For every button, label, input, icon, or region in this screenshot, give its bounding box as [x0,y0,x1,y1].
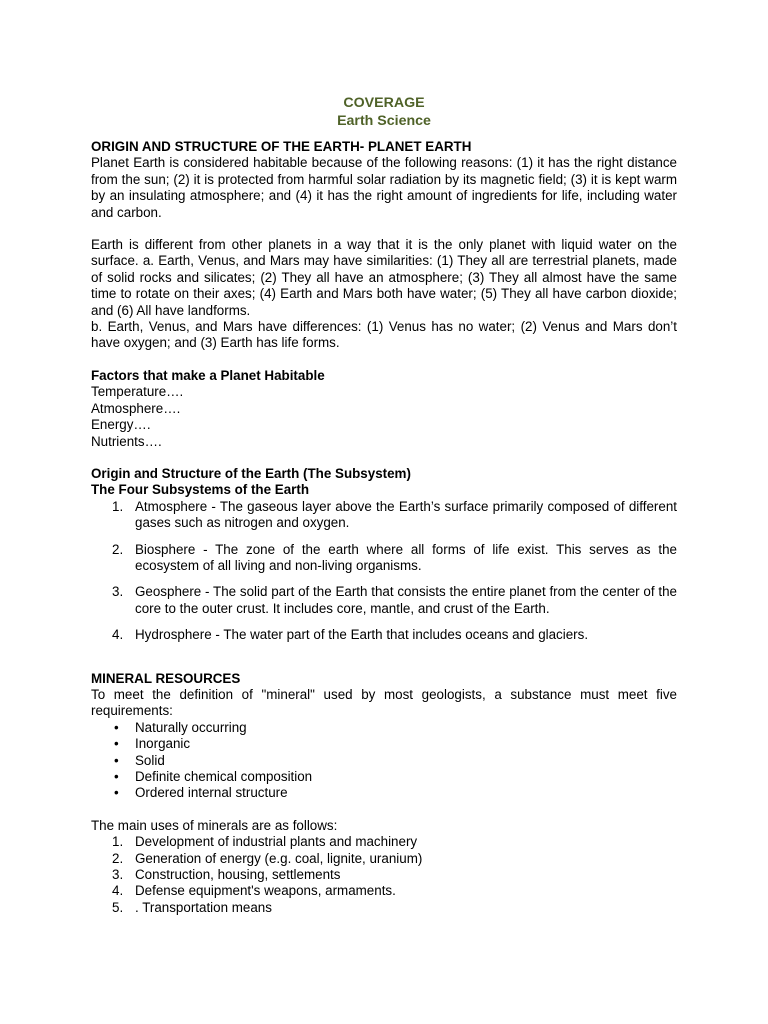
list-item-text: Biosphere - The zone of the earth where all forms of life exist. This serves as the ecosystem of all living and non-living organisms. [135,541,677,573]
list-item-number: 3. [112,867,124,883]
factor-item: Atmosphere…. [91,400,181,416]
list-item-text: Inorganic [135,736,191,752]
list-item-number: 3. [112,584,124,600]
list-item-text: Defense equipment's weapons, armaments. [135,883,396,899]
paragraph-planet-differences: b. Earth, Venus, and Mars have differences: (1) Venus has no water; (2) Venus and Mars don’t have oxygen; and (3) Earth has life forms. [91,319,677,351]
list-item-text: Generation of energy (e.g. coal, lignite, uranium) [135,850,423,866]
document-subtitle: Earth Science [337,113,431,129]
list-item-number: 2. [112,541,124,557]
factor-item: Nutrients…. [91,433,162,449]
list-item-text: Definite chemical composition [135,769,313,784]
section-title-mineral-resources: MINERAL RESOURCES [91,670,241,686]
list-item-number: 5. [112,899,124,915]
list-item [91,753,677,769]
bullet-icon: • [114,752,119,768]
section-title-four-subsystems: The Four Subsystems of the Earth [91,482,310,498]
list-item [91,851,677,867]
list-item [91,584,677,617]
list-item-number: 4. [112,627,124,643]
list-item-number: 1. [112,498,124,514]
list-item-text: Solid [135,752,165,768]
bullet-icon: • [114,785,119,801]
bullet-icon: • [114,736,119,752]
section-title-habitable-factors: Factors that make a Planet Habitable [91,367,325,383]
list-item-number: 2. [112,850,124,866]
paragraph-habitable-reasons: Planet Earth is considered habitable because of the following reasons: (1) it has the right distance from the sun; (2) it is protected from harmful solar radiation by its magnetic field; (3) it is kept warm by an insulating atmosphere; and (4) it has the right amount of ingredients for life, including water and carbon. [91,155,677,220]
mineral-uses-list [91,834,677,916]
list-item-number: 4. [112,883,124,899]
paragraph-mineral-definition: To meet the definition of "mineral" used by most geologists, a substance must meet five requirements: [91,686,677,719]
list-item [91,900,677,916]
mineral-requirements-list [91,720,677,802]
list-item-number: 1. [112,834,124,850]
paragraph-earth-differences: Earth is different from other planets in a way that it is the only planet with liquid water on the surface. a. Earth, Venus, and Mars may have similarities: (1) They all are terrestrial planets, made of solid rocks and silicates; (2) They all have an atmosphere; (3) They all almost have the same time to rotate on their axes; (4) Earth and Mars both have water; (5) They all have carbon dioxide; and (6) All have landforms. [91,237,677,318]
bullet-icon: • [114,769,119,784]
list-item-text: Ordered internal structure [135,785,288,801]
list-item [91,720,677,736]
section-title-planet-earth: ORIGIN AND STRUCTURE OF THE EARTH- PLANET EARTH [91,139,472,154]
list-item-text: Development of industrial plants and machinery [135,834,418,850]
list-item [91,627,677,643]
list-item [91,834,677,850]
mineral-uses-intro: The main uses of minerals are as follows: [91,817,338,833]
list-item [91,499,677,532]
list-item [91,769,677,785]
document-title: COVERAGE [343,95,425,111]
list-item-text: . Transportation means [135,899,272,915]
list-item [91,867,677,883]
list-item [91,542,677,575]
section-title-subsystem: Origin and Structure of the Earth (The Subsystem) [91,465,411,481]
bullet-icon: • [114,719,119,735]
list-item [91,736,677,752]
list-item-text: Hydrosphere - The water part of the Earth that includes oceans and glaciers. [135,627,589,643]
list-item [91,883,677,899]
list-item-text: Construction, housing, settlements [135,867,341,883]
subsystems-list [91,499,677,644]
document-page [91,94,677,916]
list-item-text: Geosphere - The solid part of the Earth that consists the entire planet from the center of the core to the outer crust. It includes core, mantle, and crust of the Earth. [135,584,677,616]
list-item [91,785,677,801]
factor-item: Temperature…. [91,384,184,400]
factor-item: Energy…. [91,417,151,433]
list-item-text: Naturally occurring [135,719,247,735]
list-item-text: Atmosphere - The gaseous layer above the Earth’s surface primarily composed of different gases such as nitrogen and oxygen. [135,498,677,531]
